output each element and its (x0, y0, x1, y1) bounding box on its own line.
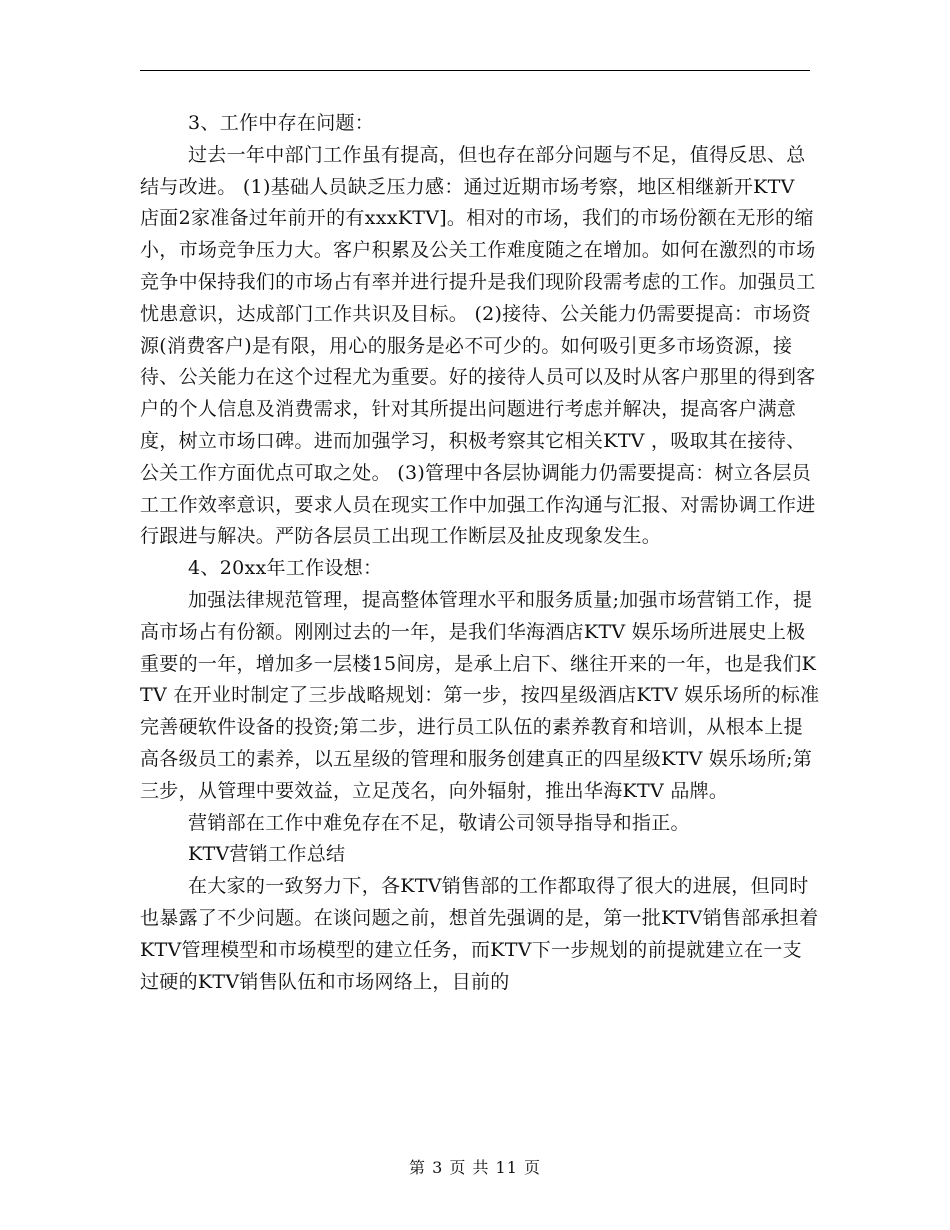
paragraph-problems: 过去一年中部门工作虽有提高，但也存在部分问题与不足，值得反思、总结与改进。 (1)基础人员缺乏压力感：通过近期市场考察，地区相继新开KTV 店面2家准备过年前开的有xxxKTV]。相对的市场，我们的市场份额在无形的缩小，市场竞争压力大。客户积累及公关工作难度随之在增加。如何在激烈的市场竞争中保持我们的市场占有率并进行提升是我们现阶段需考虑的工作。加强员工忧患意识，达成部门工作共识及目标。 (2)接待、公关能力仍需要提高：市场资源(消费客户)是有限，用心的服务是必不可少的。如何吸引更多市场资源，接待、公关能力在这个过程尤为重要。好的接待人员可以及时从客户那里的得到客户的个人信息及消费需求，针对其所提出问题进行考虑并解决，提高客户满意度，树立市场口碑。进而加强学习，积极考察其它相关KTV ，吸取其在接待、公关工作方面优点可取之处。 (3)管理中各层协调能力仍需要提高：树立各层员工工作效率意识，要求人员在现实工作中加强工作沟通与汇报、对需协调工作进行跟进与解决。严防各层员工出现工作断层及扯皮现象发生。 (140, 143, 816, 548)
document-body (140, 108, 820, 998)
section-heading-plan: 4、20xx年工作设想： (188, 557, 383, 580)
section-heading-problems: 3、工作中存在问题： (188, 112, 375, 134)
paragraph-plan: 加强法律规范管理，提高整体管理水平和服务质量;加强市场营销工作，提高市场占有份额。刚刚过去的一年，是我们华海酒店KTV 娱乐场所进展史上极重要的一年，增加多一层楼15间房，是承上启下、继往开来的一年，也是我们KTV 在开业时制定了三步战略规划：第一步，按四星级酒店KTV 娱乐场所的标准完善硬软件设备的投资;第二步，进行员工队伍的素养教育和培训，从根本上提高各级员工的素养，以五星级的管理和服务创建真正的四星级KTV 娱乐场所;第三步，从管理中要效益，立足茂名，向外辐射，推出华海KTV 品牌。 (140, 588, 820, 802)
page-number-footer: 第 3 页 共 11 页 (409, 1158, 541, 1177)
paragraph-closing: 营销部在工作中难免存在不足，敬请公司领导指导和指正。 (188, 811, 690, 834)
section-title-summary: KTV营销工作总结 (188, 843, 346, 866)
paragraph-summary: 在大家的一致努力下，各KTV销售部的工作都取得了很大的进展，但同时也暴露了不少问题。在谈问题之前，想首先强调的是，第一批KTV销售部承担着KTV管理模型和市场模型的建立任务，而KTV下一步规划的前提就建立在一支过硬的KTV销售队伍和市场网络上，目前的 (140, 875, 819, 993)
header-rule (140, 70, 810, 71)
